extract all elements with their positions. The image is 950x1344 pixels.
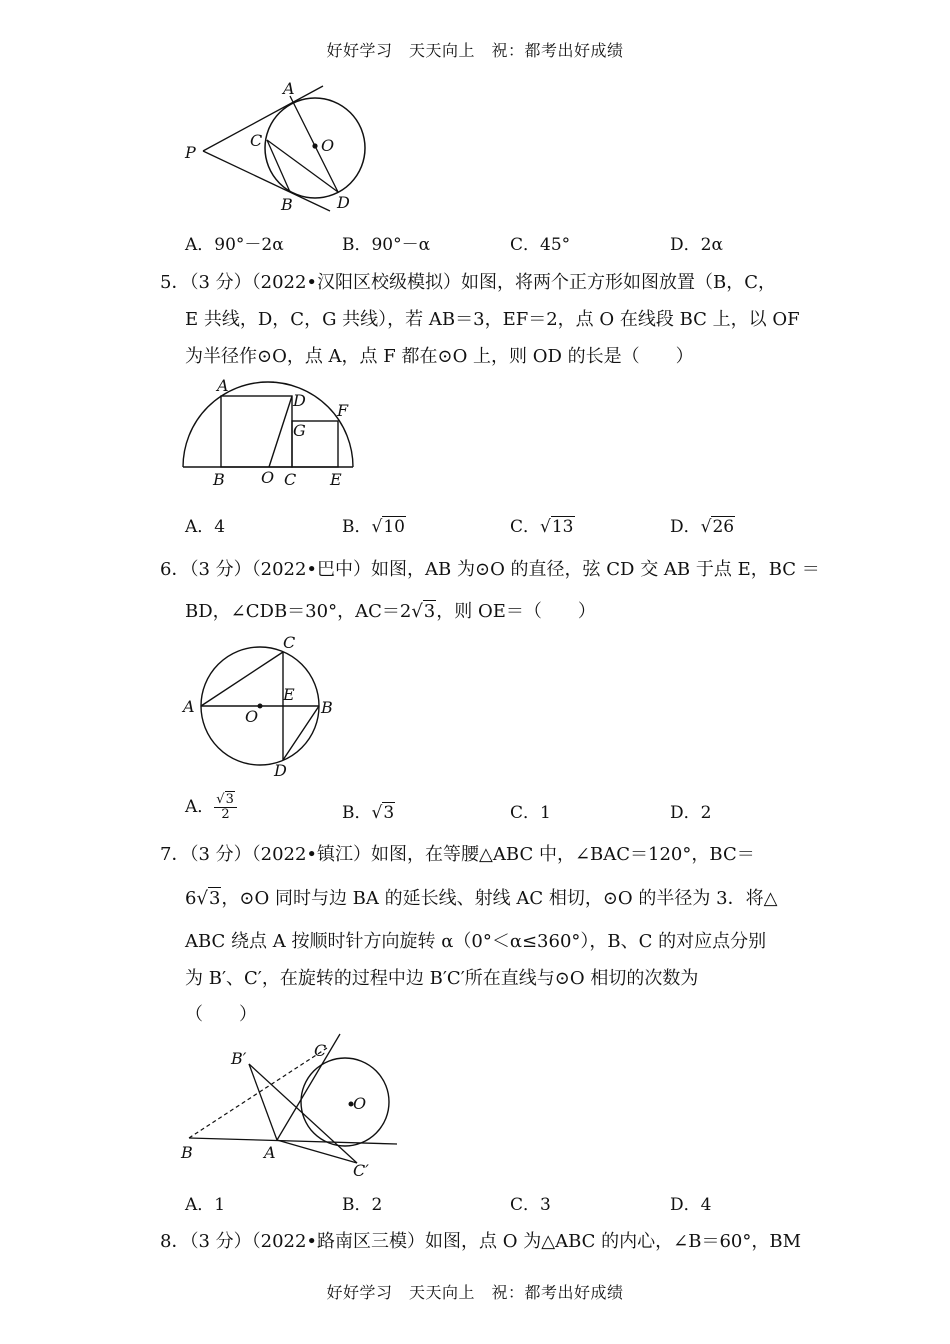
q6-option-a-radicand: 3 xyxy=(225,792,234,807)
q6-chord-AC xyxy=(201,652,283,706)
q5-stem-line-1: 5．（3 分）（2022•汉阳区校级模拟）如图，将两个正方形如图放置（B，C， xyxy=(160,272,777,293)
q7-stem-line-1: 7．（3 分）（2022•镇江）如图，在等腰△ABC 中，∠BAC＝120°，BC＝ xyxy=(160,844,755,865)
q6-option-d[interactable] xyxy=(670,798,711,823)
q7-label-A: A xyxy=(264,1143,276,1162)
q6-option-a-fraction xyxy=(214,793,237,822)
q6-option-c-value: 1 xyxy=(540,803,551,823)
q5-option-a-value: 4 xyxy=(214,517,226,537)
q5-option-a-prefix: A． xyxy=(185,517,215,537)
page-footer: 好好学习 天天向上 祝：都考出好成绩 xyxy=(326,1283,624,1302)
q5-semicircle xyxy=(183,382,353,467)
q4-label-O: O xyxy=(321,136,335,155)
q6-stem-line-2-radicand: 3 xyxy=(423,601,436,622)
q7-option-a[interactable]: A．1 xyxy=(185,1195,226,1215)
q6-stem-line-2b: ，则 OE＝（ ） xyxy=(436,601,596,622)
q6-stem-line-2a: BD，∠CDB＝30°，AC＝2 xyxy=(185,601,412,622)
q6-label-B: B xyxy=(321,698,333,717)
q5-option-d-prefix: D． xyxy=(670,517,701,537)
q6-option-b[interactable]: B．√3 xyxy=(342,803,395,823)
q6-option-b-prefix: B． xyxy=(342,803,372,823)
q7-stem-line-2a: 6 xyxy=(185,888,197,909)
q5-label-D: D xyxy=(293,391,306,410)
q5-option-d[interactable]: D．√26 xyxy=(670,517,735,537)
q7-label-B: B xyxy=(181,1143,193,1162)
q7-stem-line-5: （ ） xyxy=(185,1004,257,1025)
page-header: 好好学习 天天向上 祝：都考出好成绩 xyxy=(326,41,624,60)
q7-label-C1: C′ xyxy=(353,1161,369,1180)
q6-option-d-value: 2 xyxy=(700,803,712,823)
q5-option-c[interactable]: C．√13 xyxy=(510,517,574,537)
q6-stem-line-2: BD，∠CDB＝30°，AC＝2√3，则 OE＝（ ） xyxy=(185,601,596,622)
q6-label-E: E xyxy=(283,685,295,704)
q6-chord-BD xyxy=(283,706,319,760)
q5-option-d-radicand: 26 xyxy=(712,517,735,537)
q5-label-O: O xyxy=(261,468,275,487)
q6-figure xyxy=(175,632,345,782)
q7-dashed-BC xyxy=(189,1048,327,1138)
q5-option-b[interactable]: B．√10 xyxy=(342,517,405,537)
q5-option-c-prefix: C． xyxy=(510,517,541,537)
q4-center-dot xyxy=(312,143,317,148)
q7-stem-line-2b: ，⊙O 同时与边 BA 的延长线、射线 AC 相切，⊙O 的半径为 3．将△ xyxy=(221,888,778,909)
q7-label-B1: B′ xyxy=(231,1049,247,1068)
q6-option-b-radicand: 3 xyxy=(383,803,395,823)
q4-label-P: P xyxy=(185,143,196,162)
q5-label-F: F xyxy=(337,401,349,420)
q5-square-abcd xyxy=(221,396,292,467)
q4-option-a[interactable]: A．90°－2α xyxy=(185,235,284,255)
q5-stem-line-2: E 共线，D，C，G 共线），若 AB＝3，EF＝2，点 O 在线段 BC 上，以 OF xyxy=(185,309,800,330)
q6-option-c-prefix: C． xyxy=(510,803,541,823)
q4-option-c[interactable]: C．45° xyxy=(510,235,571,255)
q8-stem-line-1: 8．（3 分）（2022•路南区三模）如图，点 O 为△ABC 的内心，∠B＝60°，BM xyxy=(160,1231,802,1252)
q6-center-dot xyxy=(258,704,263,709)
q6-stem-line-1: 6．（3 分）（2022•巴中）如图，AB 为⊙O 的直径，弦 CD 交 AB 于点 E，BC ＝ xyxy=(160,559,820,580)
q5-option-a[interactable] xyxy=(185,512,225,537)
q4-figure xyxy=(175,78,385,218)
q4-option-b[interactable]: B．90°－α xyxy=(342,235,431,255)
q5-label-A: A xyxy=(217,376,229,395)
q5-figure xyxy=(175,375,365,490)
q4-label-A: A xyxy=(283,79,295,98)
q4-line-PA xyxy=(203,86,323,151)
q5-option-b-radicand: 10 xyxy=(383,517,405,537)
q7-option-c[interactable]: C．3 xyxy=(510,1195,551,1215)
q7-option-b[interactable]: B．2 xyxy=(342,1195,383,1215)
q6-option-a[interactable] xyxy=(185,792,237,822)
q4-label-C: C xyxy=(250,131,263,150)
q6-label-O: O xyxy=(245,707,259,726)
q6-label-D: D xyxy=(274,761,287,780)
q5-stem-line-3: 为半径作⊙O，点 A，点 F 都在⊙O 上，则 OD 的长是（ ） xyxy=(185,346,694,367)
q6-label-C: C xyxy=(283,633,296,652)
q4-label-D: D xyxy=(337,193,350,212)
q6-option-d-prefix: D． xyxy=(670,803,701,823)
q7-ray-AC xyxy=(277,1034,340,1140)
q4-option-d[interactable]: D．2α xyxy=(670,235,723,255)
q5-label-B: B xyxy=(213,470,225,489)
q6-option-a-prefix: A． xyxy=(185,797,215,817)
q6-option-c[interactable] xyxy=(510,798,551,823)
q7-line-AB1 xyxy=(249,1064,277,1140)
q5-option-b-prefix: B． xyxy=(342,517,372,537)
q5-option-c-radicand: 13 xyxy=(551,517,574,537)
q7-stem-line-4: 为 B′、C′，在旋转的过程中边 B′C′所在直线与⊙O 相切的次数为 xyxy=(185,968,699,989)
q7-stem-line-3: ABC 绕点 A 按顺时针方向旋转 α（0°＜α≤360°），B、C 的对应点分别 xyxy=(185,931,767,952)
q6-label-A: A xyxy=(183,697,195,716)
q7-label-O: O xyxy=(353,1094,367,1113)
q7-option-d[interactable]: D．4 xyxy=(670,1195,712,1215)
q4-label-B: B xyxy=(281,195,293,214)
q5-label-G: G xyxy=(293,421,306,440)
q7-stem-line-2-radicand: 3 xyxy=(208,888,221,909)
q5-label-E: E xyxy=(330,470,342,489)
q7-stem-line-2: 6√3，⊙O 同时与边 BA 的延长线、射线 AC 相切，⊙O 的半径为 3．将△ xyxy=(185,888,778,909)
q6-option-a-denominator: 2 xyxy=(221,807,230,822)
q7-figure xyxy=(175,1026,405,1186)
q5-line-OD xyxy=(269,396,292,467)
q6-option-a-numerator: √3 xyxy=(214,793,237,808)
q5-label-C: C xyxy=(284,470,297,489)
q7-circle xyxy=(301,1058,389,1146)
q7-label-C: C xyxy=(314,1041,327,1060)
